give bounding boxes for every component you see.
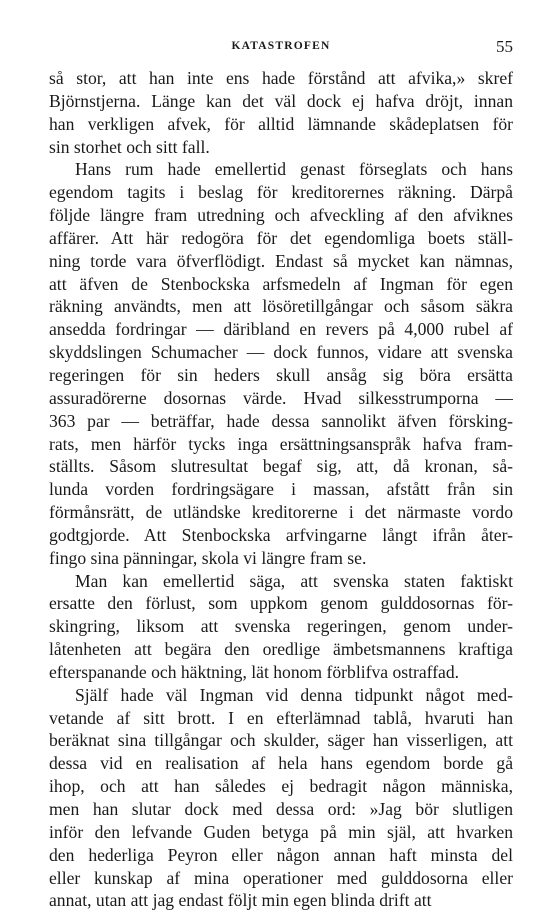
text-line: följde längre fram utredning och afveckling af den afviknes — [49, 205, 513, 226]
paragraph — [49, 570, 513, 684]
text-line: men han slutar dock med dessa ord: »Jag bör slutligen — [49, 799, 513, 819]
text-line: ansedda fordringar — däribland en revers på 4,000 rubel af — [49, 319, 513, 340]
body-text — [49, 67, 513, 912]
text-line: lunda vorden fordringsägare i massan, afstått från sin — [49, 479, 513, 500]
text-line: fingo sina pänningar, skola vi längre fram se. — [49, 547, 367, 568]
text-line: Själf hade väl Ingman vid denna tidpunkt något med- — [75, 684, 513, 705]
chapter-title: KATASTROFEN — [231, 40, 331, 52]
text-line: dessa vid en realisation af hela hans egendom borde gå — [49, 753, 513, 774]
text-line: sin storhet och sitt fall. — [49, 136, 210, 157]
text-line: ning torde vara öfverflödigt. Endast så mycket kan nämnas, — [49, 250, 513, 271]
text-line: 363 par — beträffar, hade dessa sannolikt äfven försking- — [49, 410, 513, 431]
text-line: godtgjorde. Att Stenbockska arfvingarne långt ifrån åter- — [49, 524, 513, 545]
text-line: ersatte den förlust, som uppkom genom gulddosornas för- — [49, 593, 513, 614]
text-line: räkning användts, men att lösöretillgångar och såsom säkra — [49, 296, 513, 317]
text-line: så stor, att han inte ens hade förstånd att afvika,» skref — [49, 68, 513, 88]
text-line: ihop, och att han således ej bedragit någon människa, — [49, 776, 513, 797]
text-line: rats, men härför tycks inga ersättningsanspråk hafva fram- — [49, 433, 513, 454]
text-line: Man kan emellertid säga, att svenska staten faktiskt — [75, 570, 513, 591]
paragraph — [49, 684, 513, 912]
text-line: affärer. Att här redogöra för det egendomliga boets ställ- — [49, 227, 513, 248]
text-line: skyddslingen Schumacher — dock funnos, vidare att svenska — [49, 342, 513, 363]
text-line: förmånsrätt, de utländske kreditorerne i det närmaste vordo — [49, 502, 513, 523]
running-head — [49, 37, 513, 60]
text-line: att äfven de Stenbockska arfsmedeln af Ingman för egen — [49, 273, 513, 294]
text-line: egendom tagits i beslag för kreditorernes räkning. Därpå — [49, 182, 513, 203]
text-line: eller kunskap af mina operationer med gulddosorna eller — [49, 867, 513, 888]
text-line: Björnstjerna. Länge kan det väl dock ej hafva dröjt, innan — [49, 90, 513, 111]
text-line: annat, utan att jag endast följt min egen blinda drift att — [49, 890, 432, 911]
text-line: låtenheten att begära den oredlige ämbetsmannens kraftiga — [49, 639, 513, 660]
text-line: beräknat sina tillgångar och skulder, säger han visserligen, att — [49, 730, 513, 751]
text-line: regeringen för sin heders skull ansåg sig böra ersätta — [49, 364, 513, 385]
paragraph — [49, 67, 513, 158]
text-line: han verkligen afvek, för alltid lämnande skådeplatsen för — [49, 113, 513, 134]
text-line: ställts. Såsom slutresultat begaf sig, att, då kronan, så- — [49, 456, 513, 477]
text-line: inför den lefvande Guden betyga på min själ, att hvarken — [49, 821, 513, 842]
text-line: efterspanande och häktning, lät honom förblifva ostraffad. — [49, 661, 460, 682]
text-line: vetande af sitt brott. I en efterlämnad tablå, hvaruti han — [49, 707, 513, 728]
text-line: Hans rum hade emellertid genast förseglats och hans — [75, 159, 513, 180]
text-line: den hederliga Peyron eller någon annan haft minsta del — [49, 844, 513, 865]
text-line: assuradörerne dosornas värde. Hvad silkesstrumporna — — [49, 387, 513, 408]
text-line: skingring, liksom att svenska regeringen, genom under- — [49, 616, 513, 637]
paragraph — [49, 158, 513, 569]
page-number: 55 — [496, 37, 513, 56]
